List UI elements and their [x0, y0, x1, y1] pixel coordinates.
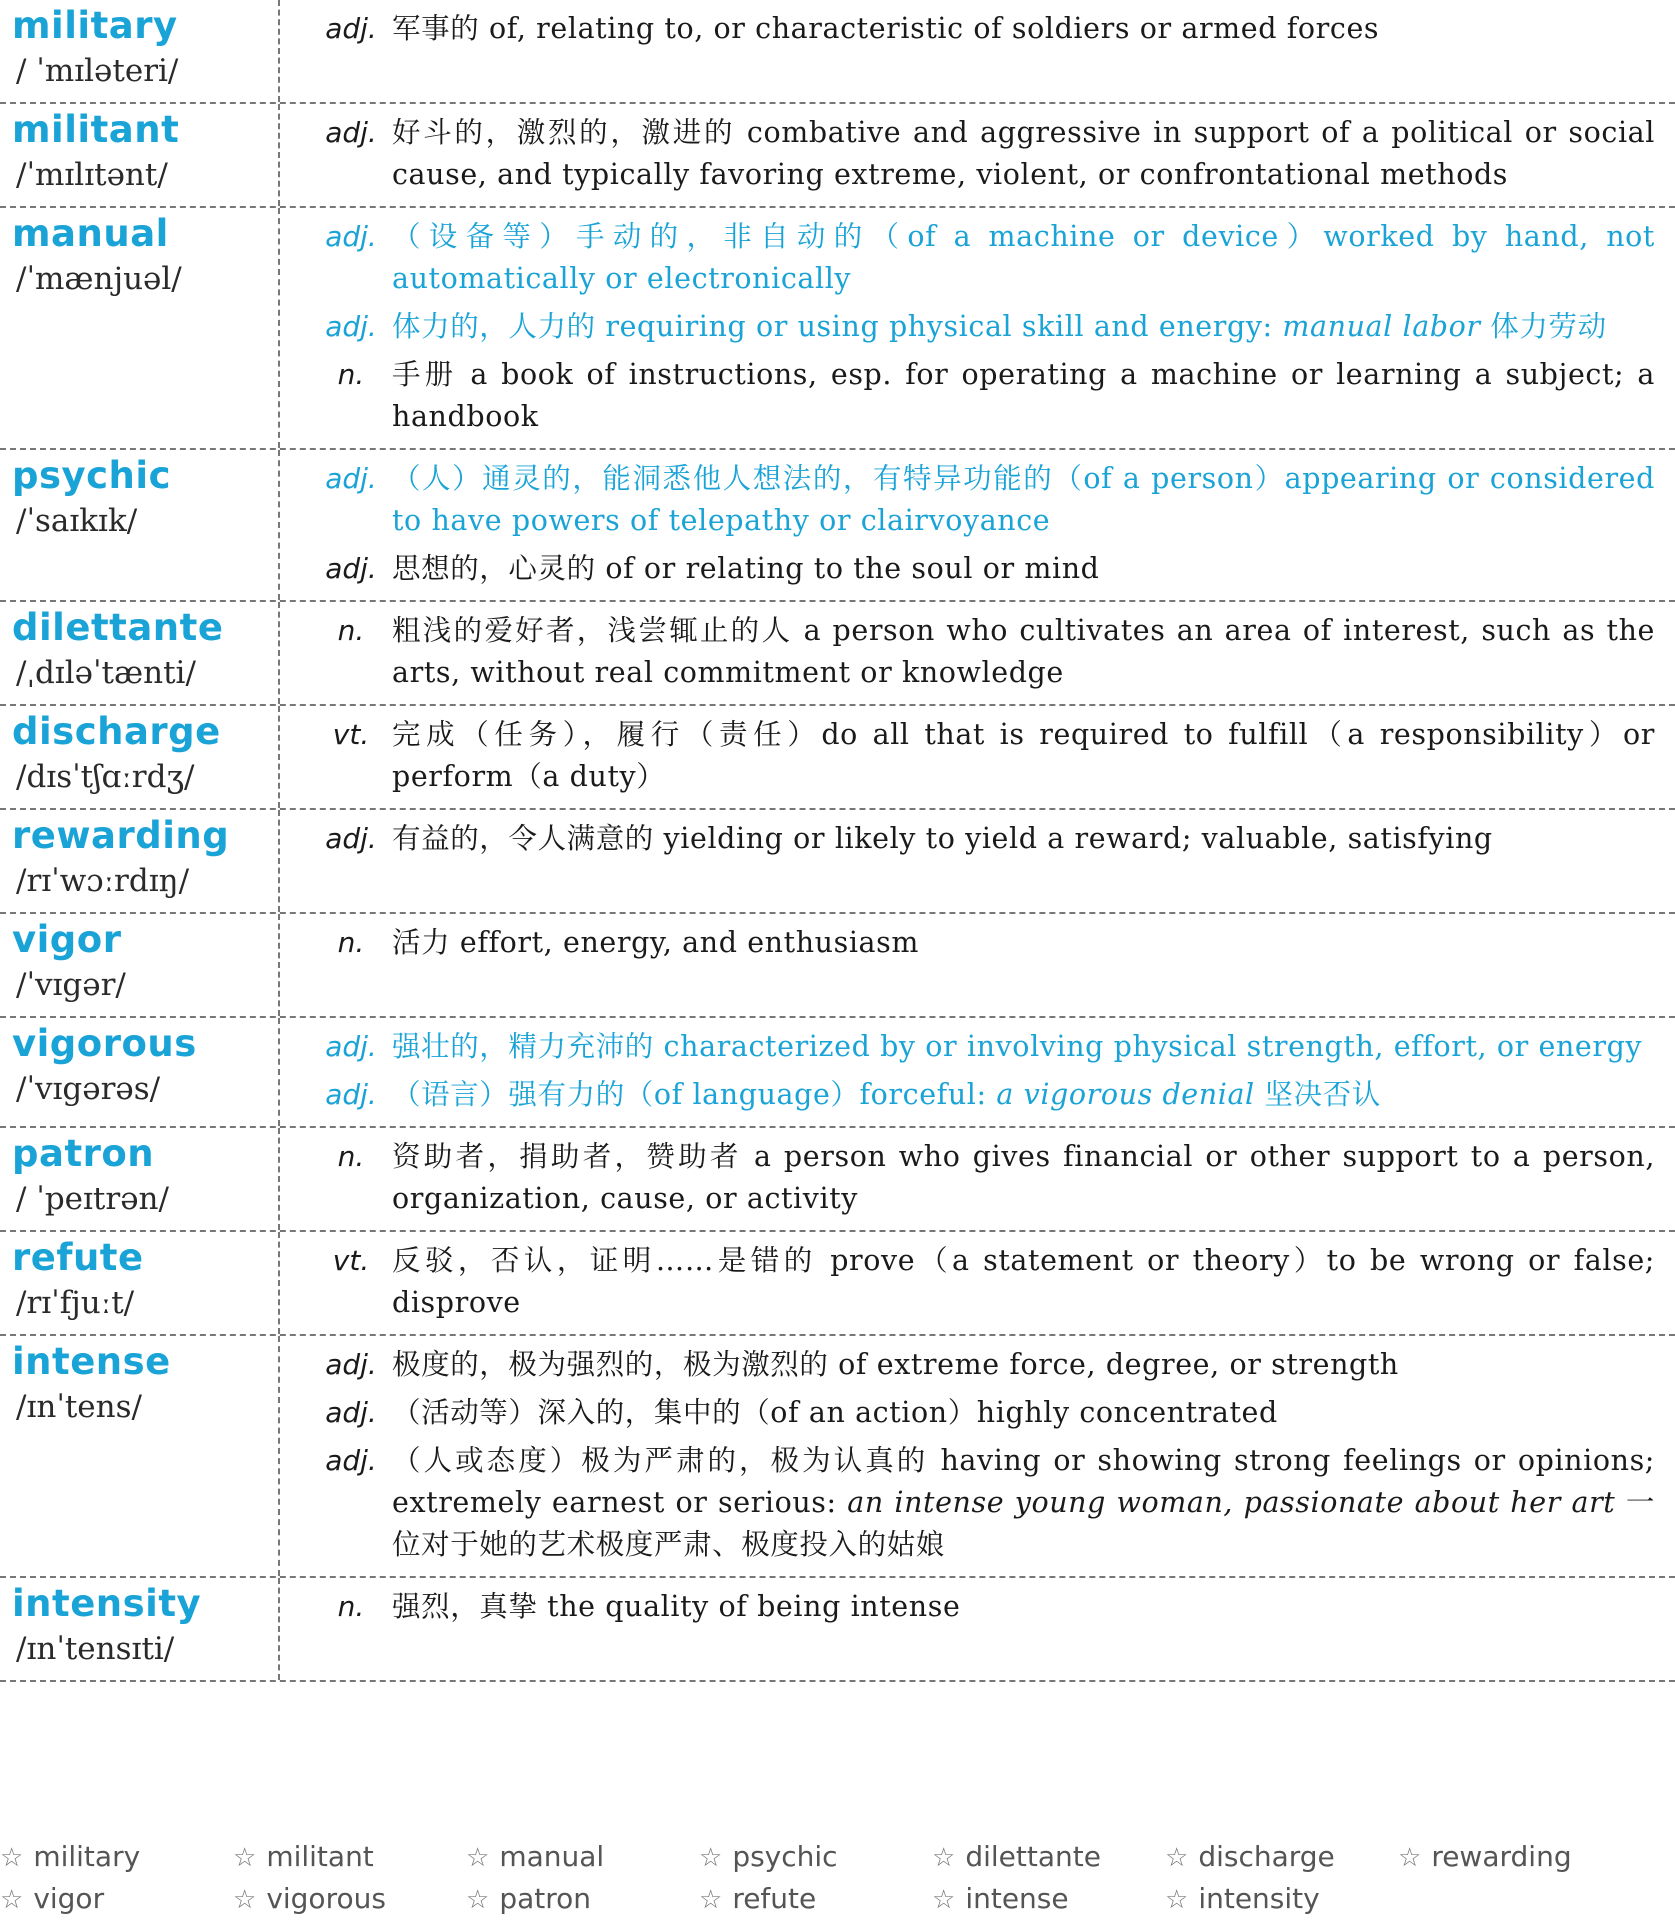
- checklist-word: vigor: [33, 1882, 105, 1915]
- part-of-speech: adj.: [325, 220, 377, 253]
- part-of-speech: n.: [337, 1140, 365, 1173]
- checklist-word: psychic: [732, 1840, 838, 1873]
- star-icon[interactable]: ☆: [0, 1885, 24, 1915]
- part-of-speech: adj.: [325, 462, 377, 495]
- definition-text: 好斗的，激烈的，激进的 combative and aggressive in support of a political or social cause, and typically favoring extreme, violent, or confrontational methods: [392, 116, 1655, 191]
- definition: [392, 1136, 1655, 1220]
- part-of-speech: n.: [337, 1590, 365, 1623]
- checklist-row: [0, 1878, 1675, 1920]
- definition-text: 强烈，真挚 the quality of being intense: [392, 1590, 961, 1623]
- headword-cell: [0, 1336, 280, 1576]
- checklist-item[interactable]: [0, 1878, 233, 1920]
- part-of-speech: adj.: [325, 1396, 377, 1429]
- checklist-item[interactable]: [233, 1836, 466, 1878]
- checklist-word: manual: [499, 1840, 605, 1873]
- checklist-item[interactable]: [1398, 1836, 1631, 1878]
- definition-text: 手册 a book of instructions, esp. for operating a machine or learning a subject; a handbook: [392, 358, 1655, 433]
- definitions-cell: [280, 1018, 1675, 1126]
- definitions-cell: [280, 1578, 1675, 1680]
- definitions-cell: [280, 0, 1675, 102]
- definition: [392, 216, 1655, 300]
- headword: intense: [12, 1340, 171, 1383]
- star-icon[interactable]: ☆: [466, 1843, 490, 1873]
- part-of-speech: adj.: [325, 116, 377, 149]
- definition-text: 反驳，否认，证明……是错的 prove（a statement or theory）to be wrong or false; disprove: [392, 1244, 1655, 1319]
- checklist-item[interactable]: [699, 1836, 932, 1878]
- sense: [310, 714, 1655, 798]
- star-icon[interactable]: ☆: [1398, 1843, 1422, 1873]
- entry-vigor: [0, 912, 1675, 1016]
- pronunciation: / ˈpeɪtrən/: [16, 1181, 169, 1217]
- pronunciation: /rɪˈfjuːt/: [16, 1285, 135, 1321]
- definition-text: 思想的，心灵的 of or relating to the soul or mind: [392, 552, 1100, 585]
- definition-text: 体力的，人力的 requiring or using physical skill and energy:: [392, 310, 1283, 343]
- checklist-word: rewarding: [1431, 1840, 1572, 1873]
- headword-cell: [0, 810, 280, 912]
- headword-cell: [0, 208, 280, 448]
- part-of-speech: adj.: [325, 310, 377, 343]
- definitions-cell: [280, 104, 1675, 206]
- definition: [392, 1440, 1655, 1566]
- definition-text: （活动等）深入的，集中的（of an action）highly concentrated: [392, 1396, 1278, 1429]
- definition-text: 有益的，令人满意的 yielding or likely to yield a reward; valuable, satisfying: [392, 822, 1493, 855]
- sense: [310, 1344, 1655, 1386]
- entry-militant: [0, 102, 1675, 206]
- definition-text: 极度的，极为强烈的，极为激烈的 of extreme force, degree, or strength: [392, 1348, 1399, 1381]
- definitions-cell: [280, 706, 1675, 808]
- entry-military: [0, 0, 1675, 102]
- checklist-item[interactable]: [1165, 1836, 1398, 1878]
- sense: [310, 8, 1655, 50]
- definition-text: 体力劳动: [1480, 310, 1607, 343]
- definition: [392, 1074, 1655, 1116]
- headword-cell: [0, 1128, 280, 1230]
- entry-patron: [0, 1126, 1675, 1230]
- headword: patron: [12, 1132, 155, 1175]
- part-of-speech: adj.: [325, 1030, 377, 1063]
- checklist-item[interactable]: [233, 1878, 466, 1920]
- headword: intensity: [12, 1582, 202, 1625]
- headword: dilettante: [12, 606, 224, 649]
- star-icon[interactable]: ☆: [1165, 1843, 1189, 1873]
- headword-cell: [0, 1578, 280, 1680]
- headword-cell: [0, 1232, 280, 1334]
- definition: [392, 1586, 1655, 1628]
- part-of-speech: adj.: [325, 1348, 377, 1381]
- definition: [392, 714, 1655, 798]
- pronunciation: /ɪnˈtens/: [16, 1389, 142, 1425]
- entry-intense: [0, 1334, 1675, 1576]
- pronunciation: / ˈmɪləteri/: [16, 53, 179, 89]
- definitions-cell: [280, 1336, 1675, 1576]
- definition: [392, 818, 1655, 860]
- definition: [392, 1026, 1655, 1068]
- part-of-speech: adj.: [325, 1078, 377, 1111]
- pronunciation: /dɪsˈtʃɑːrdʒ/: [16, 759, 195, 795]
- star-icon[interactable]: ☆: [932, 1885, 956, 1915]
- part-of-speech: n.: [337, 614, 365, 647]
- checklist-word: refute: [732, 1882, 817, 1915]
- definition-text: 活力 effort, energy, and enthusiasm: [392, 926, 919, 959]
- pronunciation: /ˈvɪgər/: [16, 967, 126, 1003]
- review-checklist: [0, 1836, 1675, 1920]
- definition: [392, 548, 1655, 590]
- sense: [310, 818, 1655, 860]
- headword: vigor: [12, 918, 122, 961]
- part-of-speech: adj.: [325, 552, 377, 585]
- definition: [392, 1392, 1655, 1434]
- definitions-cell: [280, 1232, 1675, 1334]
- sense: [310, 458, 1655, 542]
- pronunciation: /ˈmænjuəl/: [16, 261, 182, 297]
- checklist-word: discharge: [1198, 1840, 1335, 1873]
- definition: [392, 922, 1655, 964]
- sense: [310, 1026, 1655, 1068]
- checklist-item[interactable]: [699, 1878, 932, 1920]
- definitions-cell: [280, 914, 1675, 1016]
- part-of-speech: n.: [337, 358, 365, 391]
- definition-text: 粗浅的爱好者，浅尝辄止的人 a person who cultivates an area of interest, such as the arts, without real commitment or knowledge: [392, 614, 1655, 689]
- entry-psychic: [0, 448, 1675, 600]
- headword: militant: [12, 108, 180, 151]
- star-icon[interactable]: ☆: [699, 1843, 723, 1873]
- sense: [310, 610, 1655, 694]
- headword: rewarding: [12, 814, 230, 857]
- checklist-word: dilettante: [965, 1840, 1101, 1873]
- definition-text: （人或态度）极为严肃的，极为认真的 having or showing strong feelings or opinions; extremely earnest or serious:: [392, 1444, 1655, 1519]
- definition-text: 军事的 of, relating to, or characteristic of soldiers or armed forces: [392, 12, 1380, 45]
- sense: [310, 1074, 1655, 1116]
- definition: [392, 8, 1655, 50]
- part-of-speech: vt.: [332, 718, 370, 751]
- definitions-cell: [280, 602, 1675, 704]
- checklist-row: [0, 1836, 1675, 1878]
- pronunciation: /ɪnˈtensɪti/: [16, 1631, 175, 1667]
- example-phrase: an intense young woman, passionate about her art: [847, 1486, 1616, 1519]
- headword-cell: [0, 450, 280, 600]
- definition: [392, 354, 1655, 438]
- sense: [310, 1586, 1655, 1628]
- sense: [310, 1392, 1655, 1434]
- headword-cell: [0, 914, 280, 1016]
- part-of-speech: adj.: [325, 822, 377, 855]
- part-of-speech: adj.: [325, 12, 377, 45]
- headword: military: [12, 4, 178, 47]
- definition: [392, 1240, 1655, 1324]
- pronunciation: /ˈvɪgərəs/: [16, 1071, 161, 1107]
- checklist-item[interactable]: [0, 1836, 233, 1878]
- checklist-word: intense: [965, 1882, 1069, 1915]
- checklist-word: patron: [499, 1882, 591, 1915]
- headword-cell: [0, 706, 280, 808]
- checklist-word: vigorous: [266, 1882, 386, 1915]
- checklist-word: military: [33, 1840, 141, 1873]
- definitions-cell: [280, 450, 1675, 600]
- headword: refute: [12, 1236, 144, 1279]
- definitions-cell: [280, 208, 1675, 448]
- headword: discharge: [12, 710, 221, 753]
- definition-text: 资助者，捐助者，赞助者 a person who gives financial or other support to a person, organization, cause, or activity: [392, 1140, 1655, 1215]
- pronunciation: /ˈsaɪkɪk/: [16, 503, 138, 539]
- checklist-word: militant: [266, 1840, 374, 1873]
- sense: [310, 1136, 1655, 1220]
- pronunciation: /ˌdɪləˈtænti/: [16, 655, 196, 691]
- checklist-item[interactable]: [1165, 1878, 1398, 1920]
- star-icon[interactable]: ☆: [0, 1843, 24, 1873]
- sense: [310, 922, 1655, 964]
- headword-cell: [0, 1018, 280, 1126]
- definition-text: （语言）强有力的（of language）forceful:: [392, 1078, 997, 1111]
- star-icon[interactable]: ☆: [699, 1885, 723, 1915]
- entry-dilettante: [0, 600, 1675, 704]
- example-phrase: a vigorous denial: [996, 1078, 1255, 1111]
- star-icon[interactable]: ☆: [932, 1843, 956, 1873]
- pronunciation: /rɪˈwɔːrdɪŋ/: [16, 863, 190, 899]
- definition-text: 强壮的，精力充沛的 characterized by or involving physical strength, effort, or energy: [392, 1030, 1643, 1063]
- definitions-cell: [280, 810, 1675, 912]
- headword: manual: [12, 212, 169, 255]
- checklist-item[interactable]: [466, 1878, 699, 1920]
- definition: [392, 306, 1655, 348]
- sense: [310, 354, 1655, 438]
- star-icon[interactable]: ☆: [466, 1885, 490, 1915]
- definitions-cell: [280, 1128, 1675, 1230]
- part-of-speech: vt.: [332, 1244, 370, 1277]
- example-phrase: manual labor: [1282, 310, 1481, 343]
- headword-cell: [0, 602, 280, 704]
- headword: psychic: [12, 454, 172, 497]
- sense: [310, 1440, 1655, 1566]
- entry-refute: [0, 1230, 1675, 1334]
- entry-rewarding: [0, 808, 1675, 912]
- checklist-word: intensity: [1198, 1882, 1320, 1915]
- star-icon[interactable]: ☆: [233, 1843, 257, 1873]
- sense: [310, 548, 1655, 590]
- checklist-item[interactable]: [466, 1836, 699, 1878]
- definition-text: 完成（任务），履行（责任）do all that is required to fulfill（a responsibility）or perform（a duty）: [392, 718, 1655, 793]
- pronunciation: /ˈmɪlɪtənt/: [16, 157, 168, 193]
- part-of-speech: n.: [337, 926, 365, 959]
- entry-vigorous: [0, 1016, 1675, 1126]
- definition-text: （设备等）手动的，非自动的（of a machine or device）worked by hand, not automatically or electronically: [392, 220, 1655, 295]
- entry-discharge: [0, 704, 1675, 808]
- star-icon[interactable]: ☆: [233, 1885, 257, 1915]
- definition-text: 一位对于她的艺术极度严肃、极度投入的姑娘: [392, 1486, 1656, 1561]
- definition: [392, 112, 1655, 196]
- sense: [310, 216, 1655, 300]
- definition: [392, 1344, 1655, 1386]
- entry-manual: [0, 206, 1675, 448]
- sense: [310, 1240, 1655, 1324]
- definition-text: 坚决否认: [1254, 1078, 1381, 1111]
- entry-intensity: [0, 1576, 1675, 1680]
- star-icon[interactable]: ☆: [1165, 1885, 1189, 1915]
- definition: [392, 610, 1655, 694]
- definition-text: （人）通灵的，能洞悉他人想法的，有特异功能的（of a person）appearing or considered to have powers of telepathy or clairvoyance: [392, 462, 1655, 537]
- part-of-speech: adj.: [325, 1444, 377, 1477]
- headword: vigorous: [12, 1022, 197, 1065]
- headword-cell: [0, 104, 280, 206]
- headword-cell: [0, 0, 280, 102]
- checklist-item[interactable]: [932, 1836, 1165, 1878]
- sense: [310, 306, 1655, 348]
- definition: [392, 458, 1655, 542]
- sense: [310, 112, 1655, 196]
- checklist-item[interactable]: [932, 1878, 1165, 1920]
